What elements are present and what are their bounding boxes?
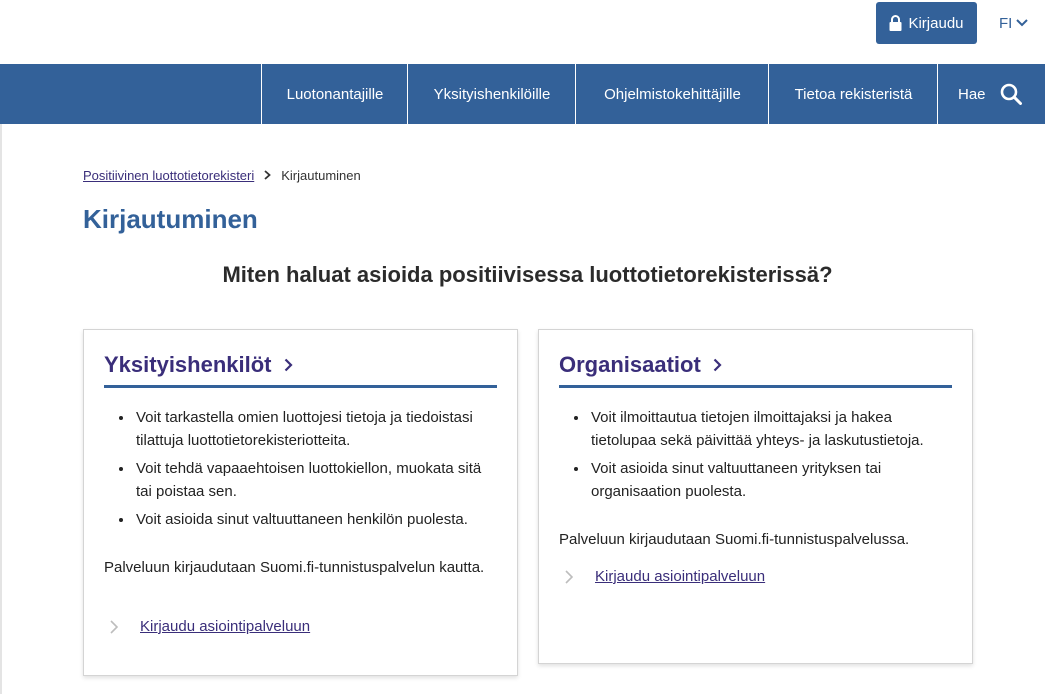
card-individuals-note: Palveluun kirjaudutaan Suomi.fi-tunnistuspalvelun kautta.: [104, 559, 485, 576]
nav-item-luotonantajille[interactable]: [261, 64, 408, 124]
card-organisations-list: [589, 406, 954, 508]
login-service-link[interactable]: Kirjaudu asiointipalveluun: [140, 618, 311, 635]
section-question: Miten haluat asioida positiivisessa luottotietorekisterissä?: [222, 262, 833, 287]
main-navigation: [0, 64, 1045, 124]
search-icon: [1000, 83, 1022, 105]
nav-item-yksityishenkiloille[interactable]: [407, 64, 576, 124]
list-item: • Voit tarkastella omien luottojesi tietoja ja tiedoistasi tilattuja luottotietorekisteriotteita.: [134, 406, 499, 452]
chevron-right-icon: [284, 358, 293, 372]
nav-item-ohjelmistokehittajille[interactable]: [575, 64, 769, 124]
chevron-right-icon: [713, 358, 722, 372]
list-item: • Voit ilmoittautua tietojen ilmoittajaksi ja hakea tietolupaa sekä päivittää yhteys- ja laskutustietoja.: [589, 406, 954, 452]
page-left-border: [0, 124, 2, 694]
card-organisations: [538, 329, 973, 664]
card-individuals-login-row: [110, 618, 310, 635]
page-title: Kirjautuminen: [83, 204, 258, 234]
nav-item-label: Luotonantajille: [286, 85, 384, 103]
nav-item-label: Tietoa rekisteristä: [794, 85, 913, 103]
nav-item-label: Yksityishenkilöille: [433, 85, 551, 103]
chevron-down-icon: [1016, 19, 1028, 27]
card-organisations-title-link[interactable]: [559, 348, 952, 388]
login-label: Kirjaudu: [908, 14, 964, 32]
top-bar: [0, 0, 1045, 64]
language-label: FI: [999, 14, 1013, 32]
language-selector[interactable]: [999, 12, 1028, 34]
nav-item-label: Ohjelmistokehittäjille: [604, 85, 741, 103]
card-organisations-login-row: [565, 568, 765, 585]
list-item: • Voit asioida sinut valtuuttaneen henkilön puolesta.: [134, 508, 499, 531]
chevron-right-icon: [110, 620, 118, 634]
card-individuals-title-link[interactable]: [104, 348, 497, 388]
card-organisations-note: Palveluun kirjaudutaan Suomi.fi-tunnistuspalvelussa.: [559, 531, 910, 548]
breadcrumb-link-home[interactable]: Positiivinen luottotietorekisteri: [83, 167, 255, 183]
login-service-link[interactable]: Kirjaudu asiointipalveluun: [595, 568, 766, 585]
breadcrumb-current: Kirjautuminen: [281, 167, 361, 183]
card-title: Organisaatiot: [559, 351, 701, 377]
lock-icon: [889, 15, 902, 31]
card-title: Yksityishenkilöt: [104, 351, 272, 377]
list-item: • Voit asioida sinut valtuuttaneen yrityksen tai organisaation puolesta.: [589, 457, 954, 503]
login-button[interactable]: [876, 2, 977, 44]
search-button[interactable]: [937, 64, 1045, 124]
chevron-right-icon: [264, 170, 271, 180]
breadcrumb: [83, 166, 361, 184]
chevron-right-icon: [565, 570, 573, 584]
card-individuals: [83, 329, 518, 676]
nav-item-tietoa-rekisterista[interactable]: [768, 64, 938, 124]
card-individuals-list: [134, 406, 499, 536]
list-item: • Voit tehdä vapaaehtoisen luottokiellon, muokata sitä tai poistaa sen.: [134, 457, 499, 503]
search-label: Hae: [958, 85, 986, 103]
